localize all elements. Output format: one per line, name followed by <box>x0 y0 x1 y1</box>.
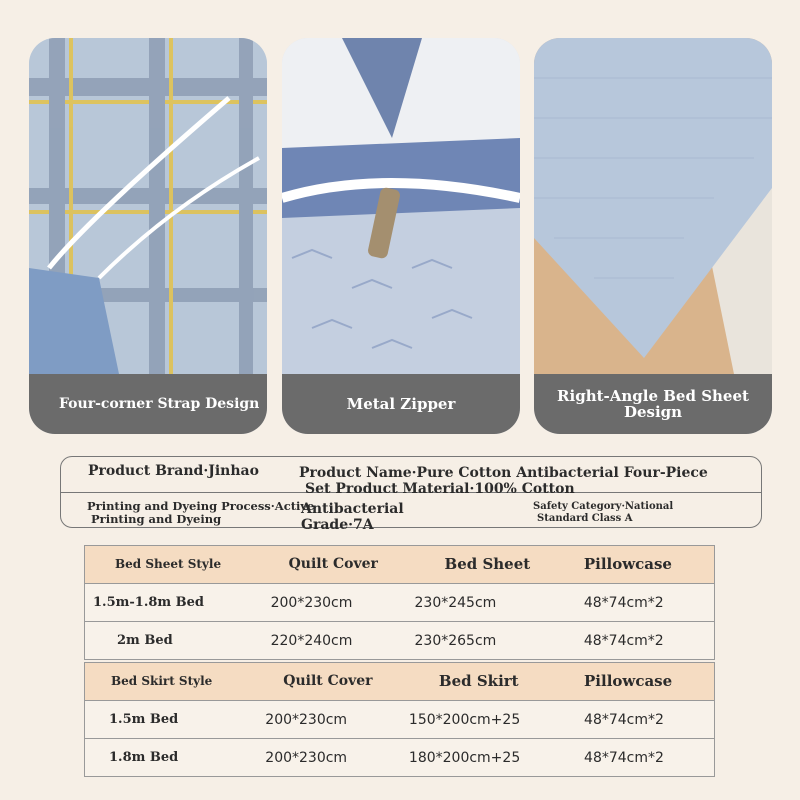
safety-line1: Safety Category·National <box>533 501 674 512</box>
antibacterial-line1: Antibacterial <box>301 501 404 517</box>
antibacterial-grade <box>301 501 404 533</box>
feature-card-zipper <box>282 38 520 434</box>
cell-quilt-cover: 220*240cm <box>271 622 415 660</box>
cell-pillowcase: 48*74cm*2 <box>584 622 715 660</box>
plaid-sheet-corner-strap-icon <box>29 38 267 374</box>
safety-line2: Standard Class A <box>537 513 633 524</box>
feature-caption: Four-corner Strap Design <box>29 374 267 434</box>
feature-caption: Right-Angle Bed Sheet Design <box>534 374 772 434</box>
cell-pillowcase: 48*74cm*2 <box>584 584 715 622</box>
row-bed-size: 1.5m Bed <box>85 701 266 739</box>
product-name-line2: Set Product Material·100% Cotton <box>305 481 575 497</box>
printing-process-line1: Printing and Dyeing Process·Active <box>87 499 315 513</box>
cell-bed-sheet: 230*265cm <box>415 622 584 660</box>
row-bed-size: 2m Bed <box>85 622 271 660</box>
table-row <box>85 622 715 660</box>
feature-caption: Metal Zipper <box>282 374 520 434</box>
row-bed-size: 1.8m Bed <box>85 739 266 777</box>
header-style: Bed Sheet Style <box>85 546 271 584</box>
bed-sheet-size-table <box>84 545 715 660</box>
header-style: Bed Skirt Style <box>85 663 266 701</box>
cell-quilt-cover: 200*230cm <box>265 739 409 777</box>
product-name <box>299 465 708 497</box>
table-row <box>85 701 715 739</box>
quilt-zipper-icon <box>282 38 520 374</box>
table-row <box>85 584 715 622</box>
product-info-box <box>60 456 762 533</box>
header-quilt-cover: Quilt Cover <box>271 546 415 584</box>
feature-card-strap <box>29 38 267 434</box>
printing-process <box>87 500 314 526</box>
feature-card-bed-sheet <box>534 38 772 434</box>
cell-bed-skirt: 150*200cm+25 <box>409 701 584 739</box>
printing-process-line2: Printing and Dyeing <box>91 512 222 526</box>
cell-quilt-cover: 200*230cm <box>265 701 409 739</box>
table-row <box>85 739 715 777</box>
cell-bed-skirt: 180*200cm+25 <box>409 739 584 777</box>
cell-bed-sheet: 230*245cm <box>415 584 584 622</box>
table-header-row <box>85 546 715 584</box>
header-pillowcase: Pillowcase <box>584 663 714 701</box>
row-bed-size: 1.5m-1.8m Bed <box>85 584 271 622</box>
product-brand: Product Brand·Jinhao <box>88 463 259 479</box>
antibacterial-line2: Grade·7A <box>301 517 374 533</box>
cell-pillowcase: 48*74cm*2 <box>584 739 714 777</box>
bed-skirt-size-table <box>84 662 715 777</box>
header-bed-skirt: Bed Skirt <box>409 663 584 701</box>
header-bed-sheet: Bed Sheet <box>415 546 584 584</box>
header-pillowcase: Pillowcase <box>584 546 715 584</box>
product-name-line1: Product Name·Pure Cotton Antibacterial Four-Piece <box>299 465 708 481</box>
cell-quilt-cover: 200*230cm <box>271 584 415 622</box>
cell-pillowcase: 48*74cm*2 <box>584 701 714 739</box>
safety-category <box>533 501 673 525</box>
bed-sheet-corner-icon <box>534 38 772 374</box>
table-header-row <box>85 663 715 701</box>
header-quilt-cover: Quilt Cover <box>265 663 409 701</box>
